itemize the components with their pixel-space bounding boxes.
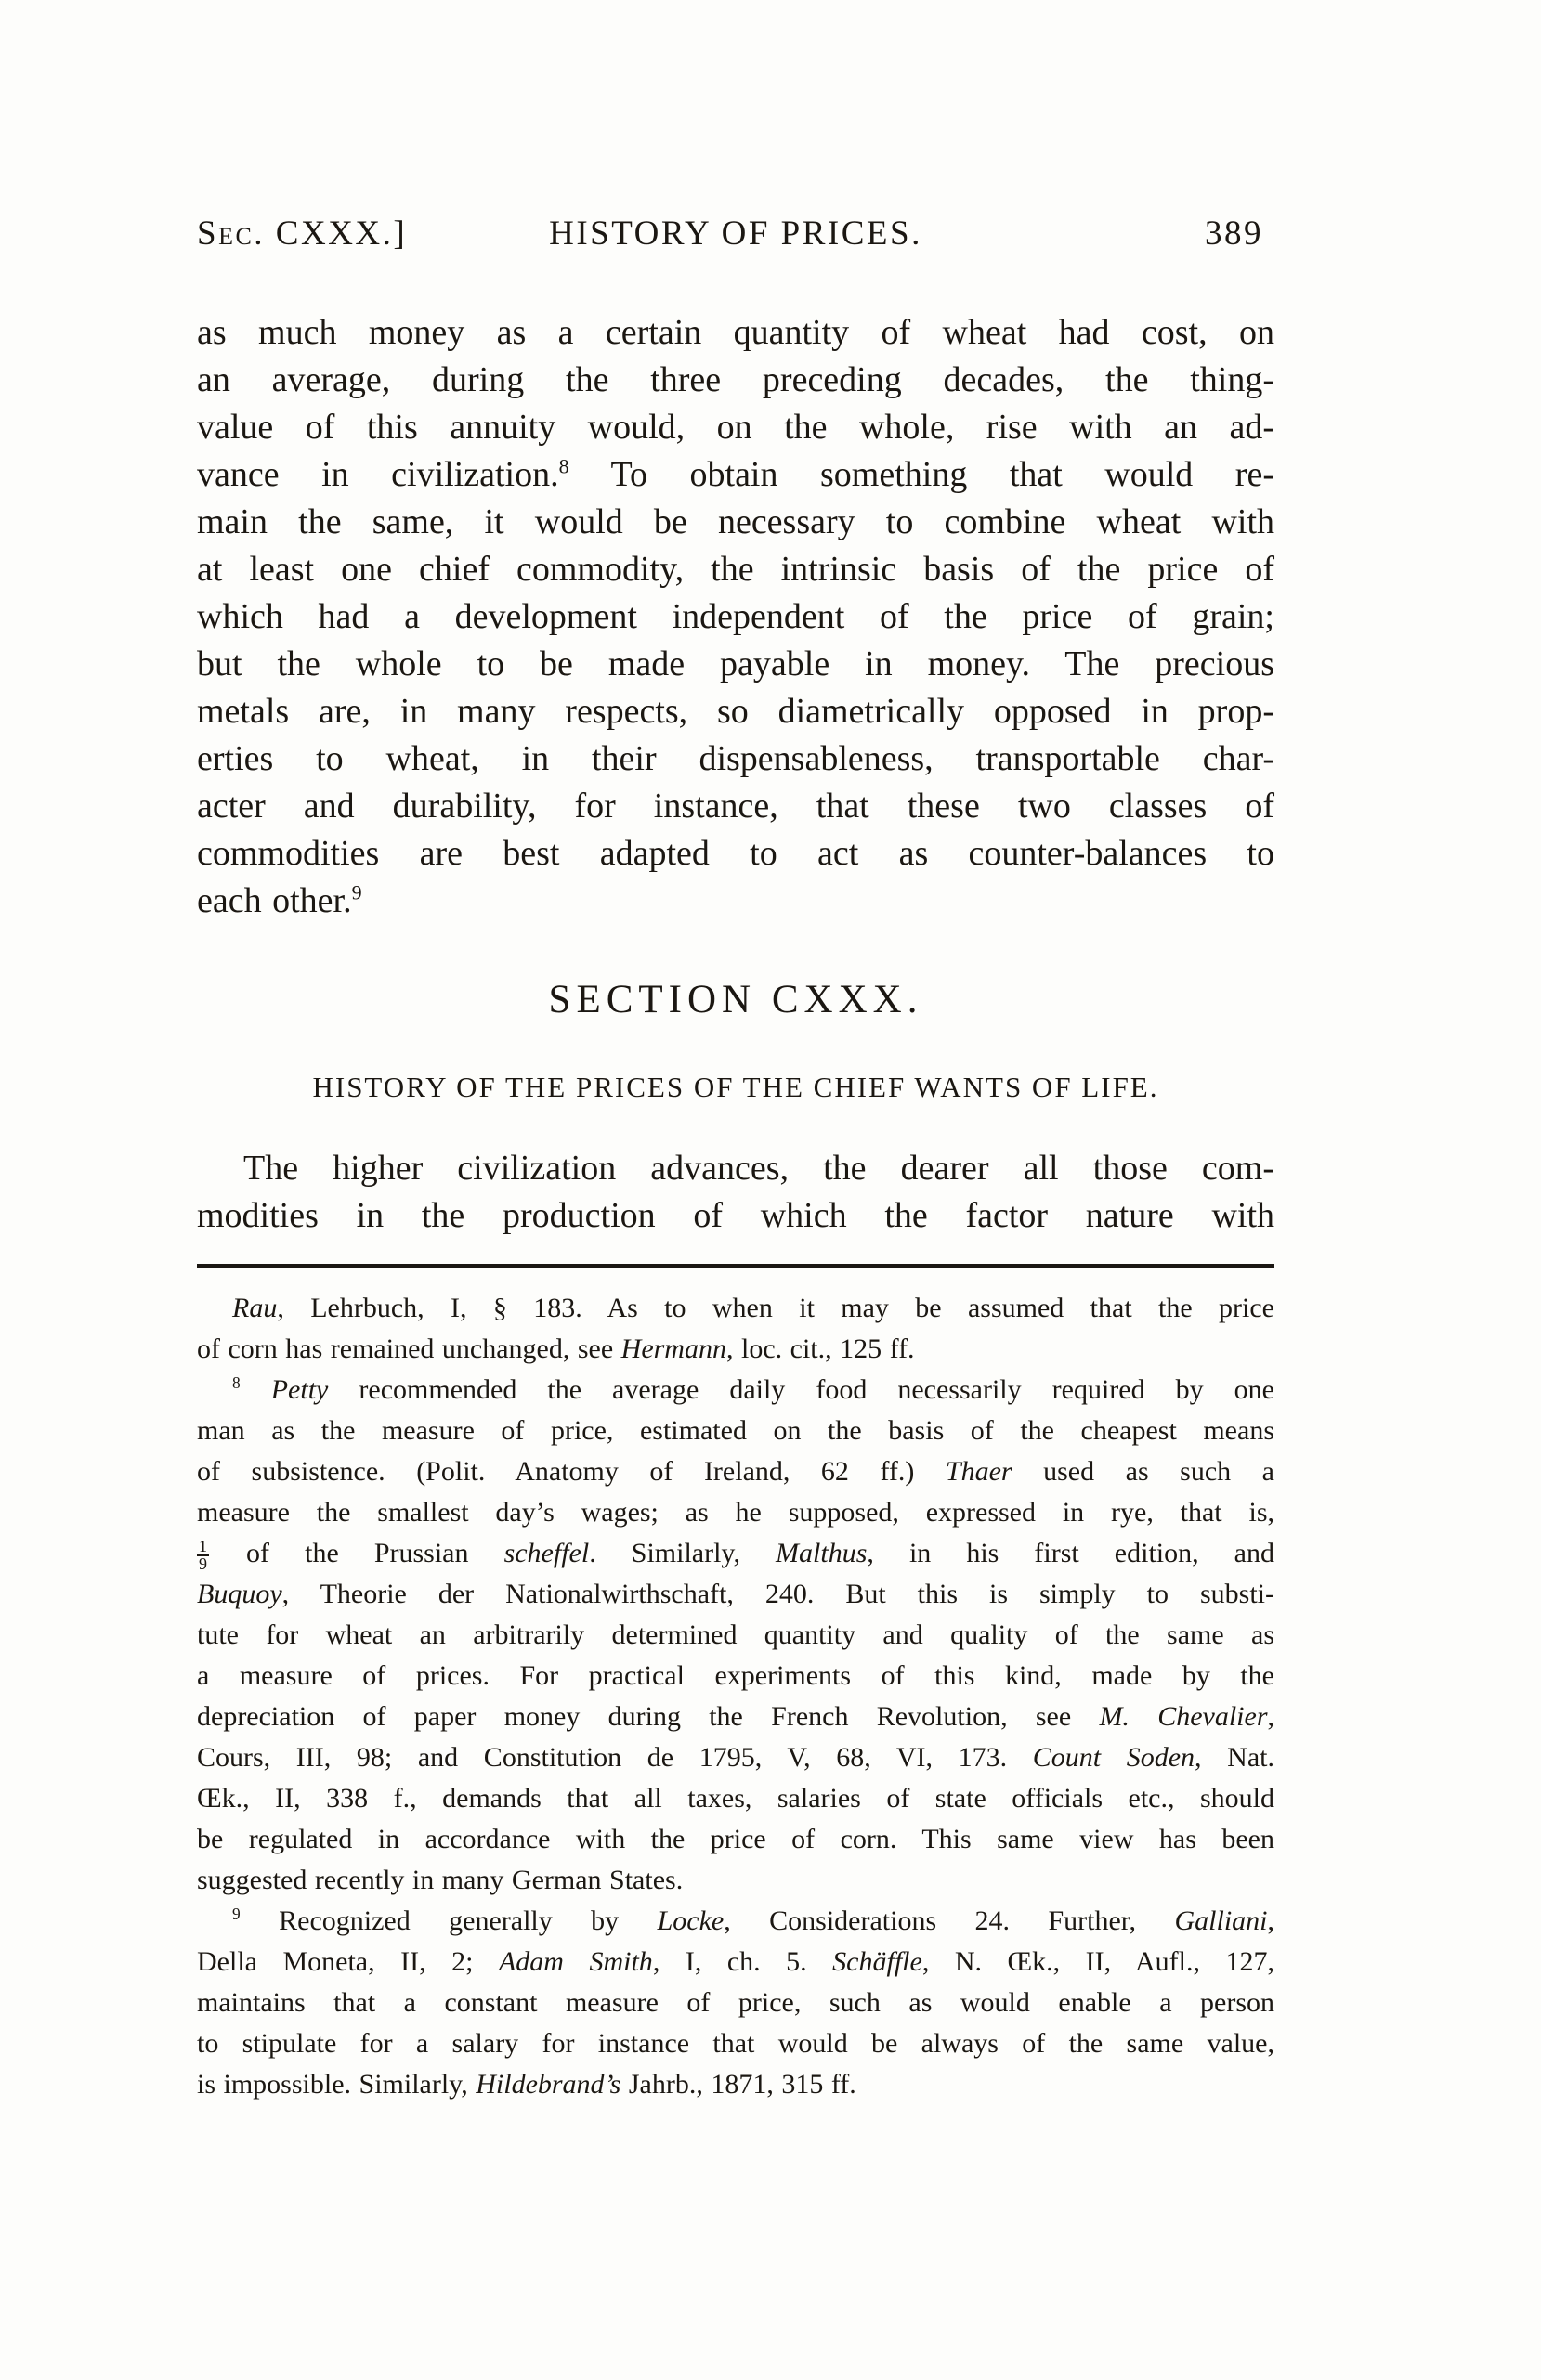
footnote-marker: 9 [351, 880, 362, 904]
text-segment: metals are, in many respects, so diametrically opposed in prop- [197, 692, 1274, 731]
text-segment: erties to wheat, in their dispensableness, transportable char- [197, 739, 1274, 778]
text-segment: , Lehrbuch, I, § 183. As to when it may be assumed that the price [277, 1293, 1274, 1323]
text-segment: Recognized generally by [240, 1905, 658, 1936]
italic-text: Galliani [1174, 1905, 1268, 1936]
text-line [197, 641, 1274, 688]
text-line [197, 1615, 1274, 1656]
italic-text: Buquoy [197, 1579, 282, 1609]
text-line [197, 1574, 1274, 1615]
italic-text: Thaer [945, 1456, 1012, 1487]
text-line [197, 357, 1274, 404]
text-segment: , I, ch. 5. [652, 1946, 833, 1977]
section-subheading: HISTORY OF THE PRICES OF THE CHIEF WANTS OF LIFE. [312, 1071, 1159, 1103]
running-head [197, 214, 1274, 254]
italic-text: M. Chevalier [1099, 1701, 1268, 1732]
text-segment: Cours, III, 98; and Constitution de 1795, V, 68, VI, 173. [197, 1742, 1033, 1773]
text-line [197, 1533, 1274, 1574]
section-label: Sec. CXXX.] [197, 215, 408, 253]
text-segment: man as the measure of price, estimated on the basis of the cheapest means [197, 1415, 1274, 1446]
text-line [197, 1145, 1274, 1192]
text-segment: which had a development independent of the price of grain; [197, 597, 1274, 636]
text-line [197, 593, 1274, 641]
text-segment: vance in civilization. [197, 455, 559, 494]
footnote-8 [197, 1370, 1274, 1901]
text-line [197, 1329, 1274, 1370]
text-segment: , Theorie der Nationalwirthschaft, 240. But this is simply to substi- [281, 1579, 1274, 1609]
text-segment: tute for wheat an arbitrarily determined quantity and quality of the same as [197, 1619, 1274, 1650]
italic-text: Schäffle [832, 1946, 922, 1977]
text-line [197, 1192, 1274, 1240]
text-line [197, 546, 1274, 593]
text-line [197, 1288, 1274, 1329]
text-line [197, 1860, 1274, 1901]
footnote-marker: 8 [232, 1373, 241, 1392]
footnote-marker: 9 [232, 1905, 241, 1923]
section-heading: SECTION CXXX. [548, 978, 923, 1021]
text-line [197, 1737, 1274, 1778]
text-segment: To obtain something that would re- [568, 455, 1274, 494]
text-segment: a measure of prices. For practical experiments of this kind, made by the [197, 1660, 1274, 1691]
paragraph-continuation [197, 309, 1274, 925]
text-segment: modities in the production of which the factor nature with [197, 1196, 1274, 1235]
text-segment: be regulated in accordance with the price of corn. This same view has been [197, 1824, 1274, 1854]
italic-text: Locke [657, 1905, 725, 1936]
text-line [197, 1942, 1274, 1983]
text-segment: , in his first edition, and [867, 1538, 1274, 1568]
text-segment [241, 1374, 271, 1405]
italic-text: Petty [270, 1374, 329, 1405]
text-line [197, 1697, 1274, 1737]
text-segment: each other. [197, 881, 352, 920]
italic-text: scheffel [503, 1538, 590, 1568]
footnote-marker: 8 [558, 454, 569, 478]
text-line [197, 1901, 1274, 1942]
text-segment: , [1267, 1701, 1275, 1732]
text-line [197, 1819, 1274, 1860]
text-segment: , loc. cit., 125 ff. [725, 1333, 915, 1364]
text-line [197, 783, 1274, 830]
text-line [197, 1370, 1274, 1411]
text-segment: . Similarly, [589, 1538, 777, 1568]
text-segment: as much money as a certain quantity of wheat had cost, on [197, 313, 1274, 352]
text-segment: , Considerations 24. Further, [724, 1905, 1175, 1936]
text-line [197, 1983, 1274, 2023]
text-line [197, 1492, 1274, 1533]
running-title: HISTORY OF PRICES. [549, 215, 922, 253]
footnotes [197, 1288, 1274, 2105]
text-segment: Della Moneta, II, 2; [197, 1946, 499, 1977]
text-segment: depreciation of paper money during the French Revolution, see [197, 1701, 1100, 1732]
italic-text: Count Soden [1032, 1742, 1195, 1773]
text-line [197, 830, 1274, 878]
text-segment: recommended the average daily food necessarily required by one [328, 1374, 1274, 1405]
text-segment: an average, during the three preceding decades, the thing- [197, 360, 1274, 399]
text-line [197, 1778, 1274, 1819]
text-line [197, 688, 1274, 735]
text-segment: suggested recently in many German States. [197, 1865, 684, 1895]
text-line [197, 499, 1274, 546]
italic-text: Rau [232, 1293, 278, 1323]
text-segment: main the same, it would be necessary to combine wheat with [197, 502, 1274, 541]
text-segment: used as such a [1012, 1456, 1274, 1487]
text-segment: acter and durability, for instance, that these two classes of [197, 787, 1274, 826]
text-line [197, 1656, 1274, 1697]
footnote-divider [197, 1264, 1274, 1268]
text-line [197, 404, 1274, 451]
footnote-continuation [197, 1288, 1274, 1370]
text-segment: Jahrb., 1871, 315 ff. [620, 2069, 856, 2100]
stacked-fraction: $\frac{1}{9}$ [199, 1537, 207, 1574]
paragraph-new-section [197, 1145, 1274, 1240]
text-line [197, 2023, 1274, 2064]
text-segment: Œk., II, 338 f., demands that all taxes, salaries of state officials etc., should [197, 1783, 1274, 1814]
text-segment: to stipulate for a salary for instance that would be always of the same value, [197, 2028, 1274, 2059]
text-segment: is impossible. Similarly, [197, 2069, 477, 2100]
text-line [197, 878, 1274, 925]
italic-text: Hermann [620, 1333, 726, 1364]
text-line [197, 735, 1274, 783]
text-segment: but the whole to be made payable in money. The precious [197, 644, 1274, 683]
text-segment: The higher civilization advances, the dearer all those com- [243, 1149, 1274, 1188]
text-line [197, 309, 1274, 357]
text-segment: , Nat. [1195, 1742, 1274, 1773]
text-line [197, 2064, 1274, 2105]
italic-text: Hildebrand’s [476, 2069, 621, 2100]
text-segment: maintains that a constant measure of price, such as would enable a person [197, 1987, 1274, 2018]
text-segment: of corn has remained unchanged, see [197, 1333, 621, 1364]
italic-text: Malthus [776, 1538, 868, 1568]
text-segment: , N. Œk., II, Aufl., 127, [921, 1946, 1275, 1977]
text-line [197, 1451, 1274, 1492]
text-segment: of subsistence. (Polit. Anatomy of Ireland, 62 ff.) [197, 1456, 946, 1487]
text-segment: of the Prussian [211, 1538, 504, 1568]
text-segment: measure the smallest day’s wages; as he supposed, expressed in rye, that is, [197, 1497, 1274, 1528]
italic-text: Adam Smith [498, 1946, 653, 1977]
text-line [197, 451, 1274, 499]
text-line [197, 1411, 1274, 1451]
text-segment: value of this annuity would, on the whole, rise with an ad- [197, 408, 1274, 447]
text-segment: , [1267, 1905, 1274, 1936]
footnote-9 [197, 1901, 1274, 2105]
text-segment: commodities are best adapted to act as counter-balances to [197, 834, 1274, 873]
text-segment: at least one chief commodity, the intrinsic basis of the price of [197, 550, 1274, 589]
page-number: 389 [1204, 215, 1263, 253]
